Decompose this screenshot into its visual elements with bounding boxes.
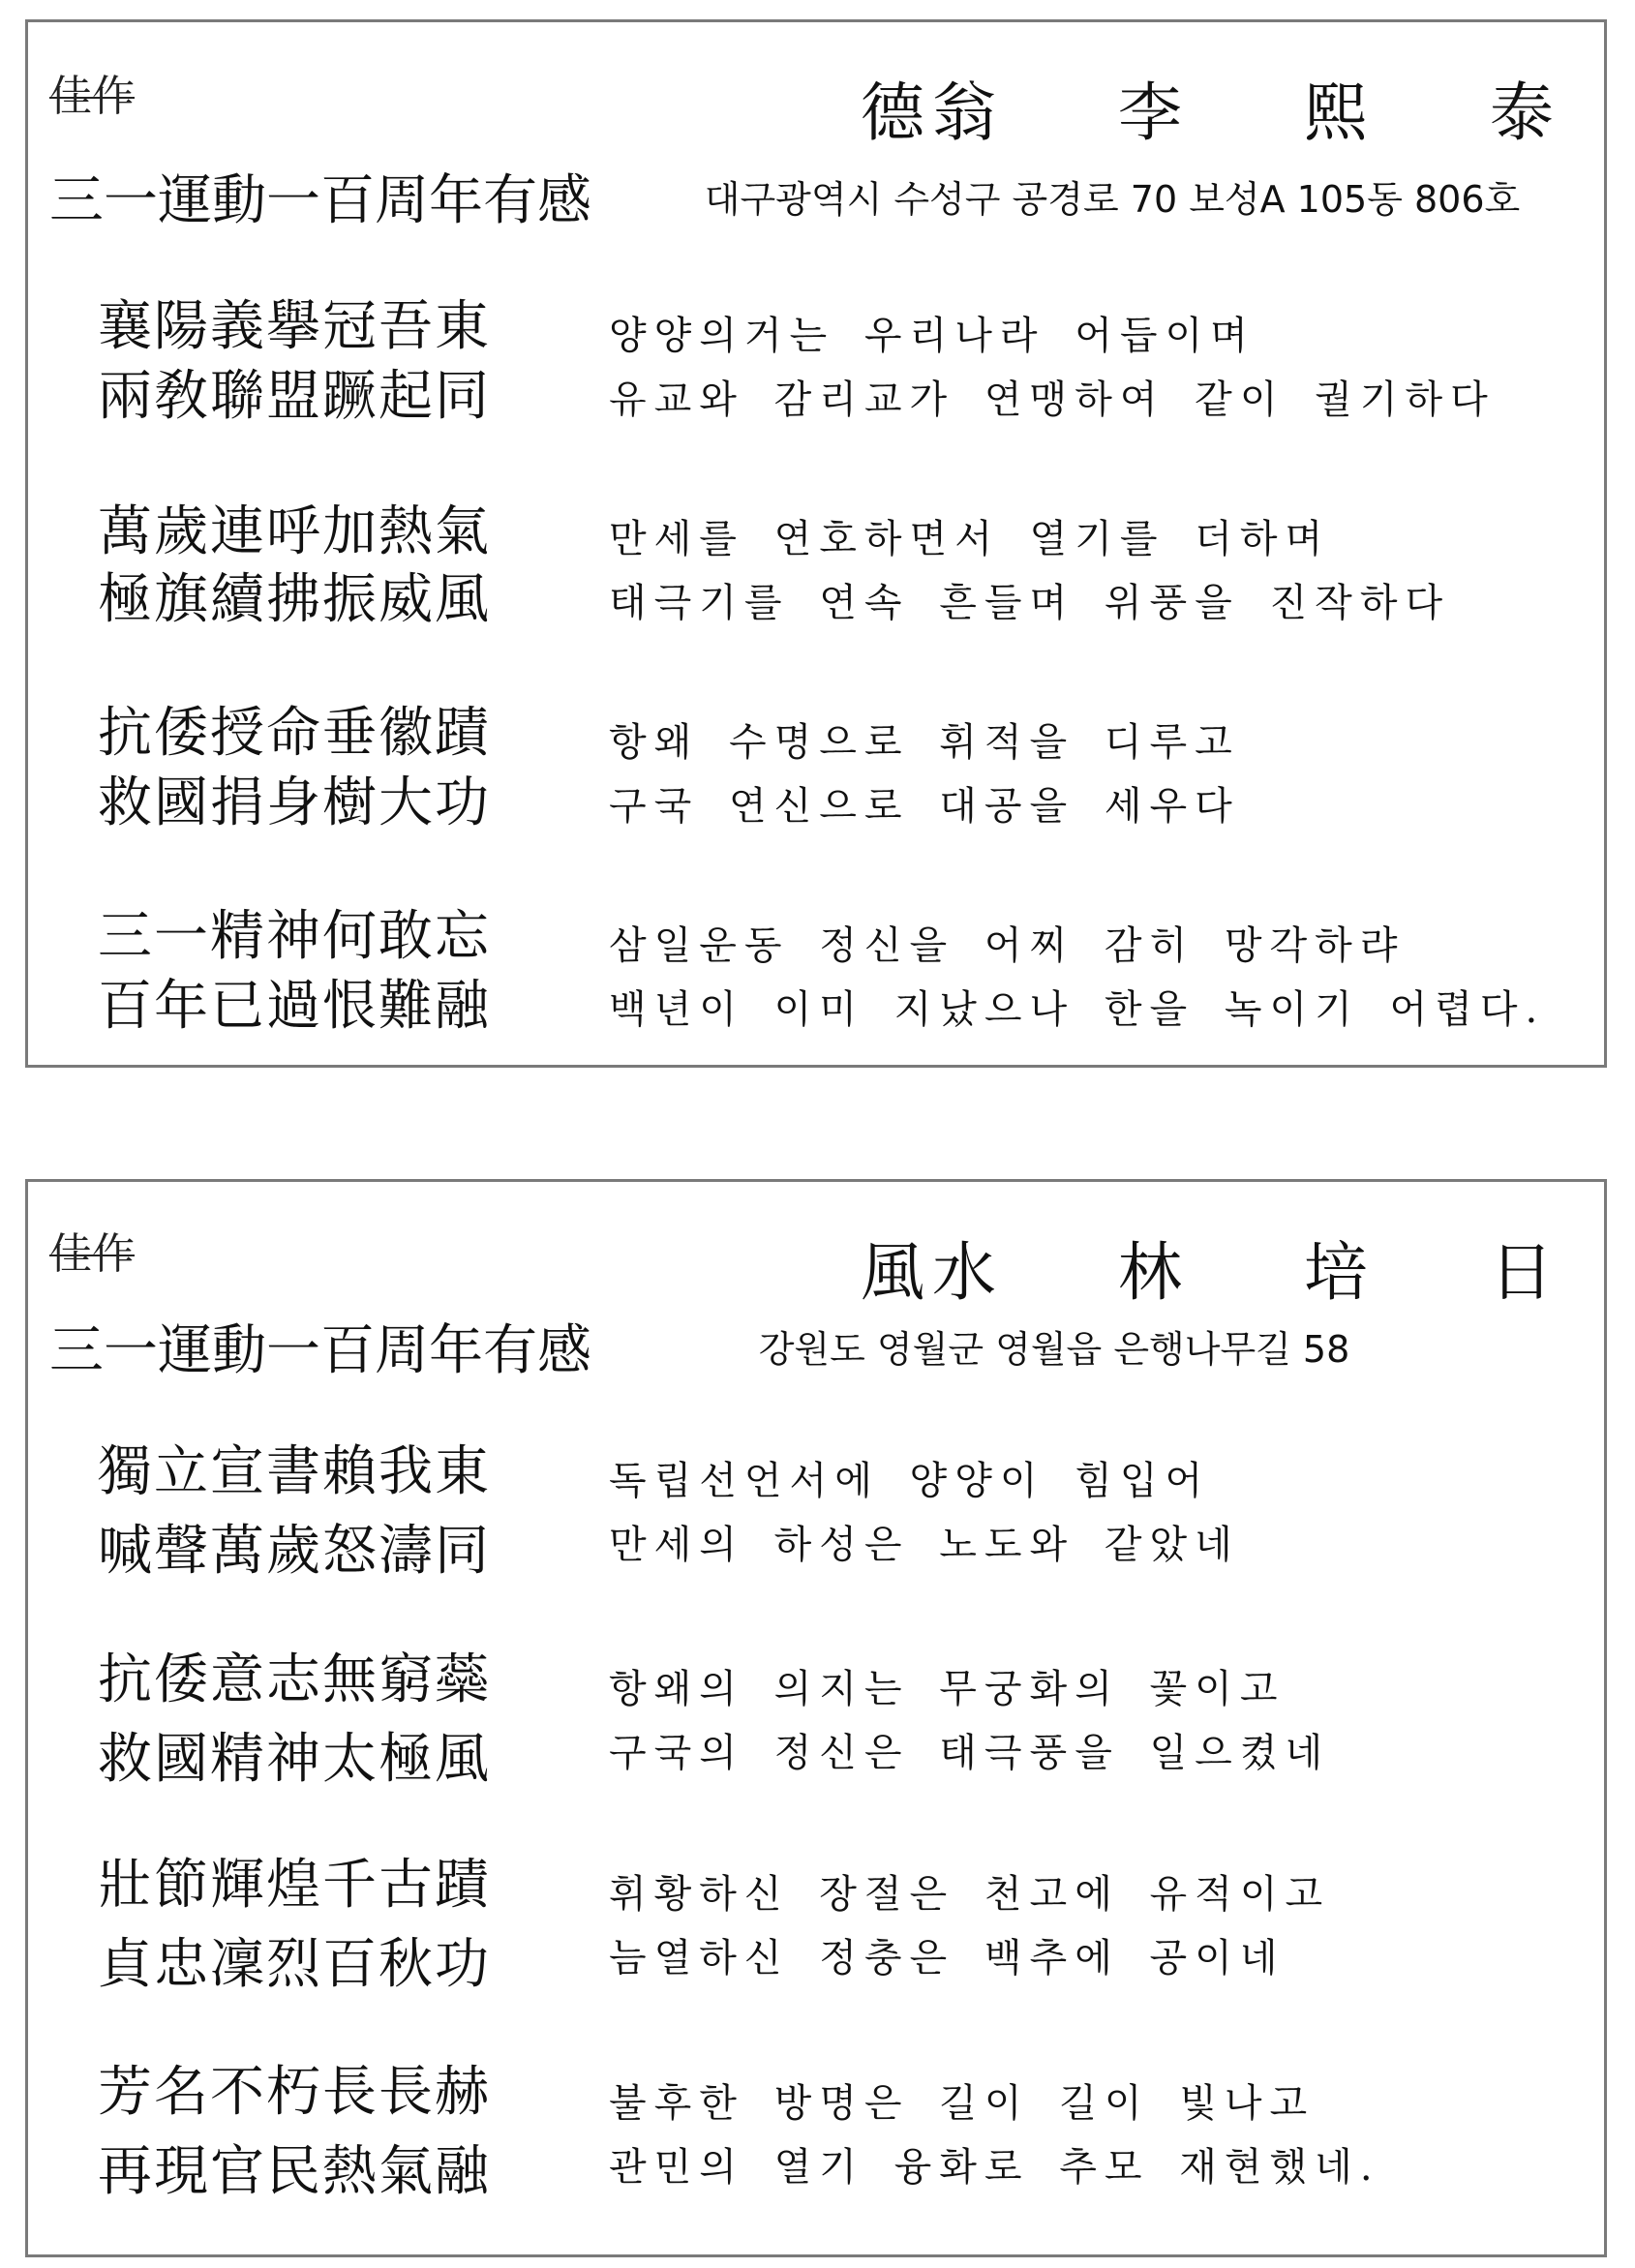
korean-line: 휘황하신 장절은 천고에 유적이고	[609, 1872, 1331, 1917]
korean-line: 항왜 수명으로 휘적을 디루고	[609, 720, 1240, 765]
hanja-line: 救國精神太極風	[98, 1728, 491, 1791]
hanja-line: 抗倭意志無窮蘂	[98, 1648, 491, 1711]
poem-card	[25, 19, 1607, 1068]
korean-line: 불후한 방명은 길이 길이 빛나고	[609, 2081, 1316, 2126]
hanja-line: 抗倭授命垂徽蹟	[98, 702, 491, 765]
korean-line: 구국 연신으로 대공을 세우다	[609, 784, 1240, 829]
author-address: 강원도 영월군 영월읍 은행나무길 58	[758, 1328, 1350, 1371]
hanja-line: 芳名不朽長長赫	[98, 2061, 491, 2124]
hanja-line: 百年已過恨難融	[98, 975, 491, 1038]
author-name: 德翁 李 熙 泰	[861, 76, 1561, 150]
hanja-line: 兩敎聯盟蹶起同	[98, 365, 491, 428]
hanja-line: 襄陽義擧冠吾東	[98, 295, 491, 358]
hanja-line: 萬歲連呼加熱氣	[98, 500, 491, 563]
award-badge: 佳作	[49, 1229, 135, 1279]
author-address: 대구광역시 수성구 공경로 70 보성A 105동 806호	[704, 178, 1521, 221]
korean-line: 유교와 감리교가 연맹하여 같이 궐기하다	[609, 378, 1496, 422]
hanja-line: 三一精神何敢忘	[98, 905, 491, 968]
poem-title: 三一運動一百周年有感	[49, 169, 591, 232]
poem-title: 三一運動一百周年有感	[49, 1319, 591, 1382]
korean-line: 양양의거는 우리나라 어듭이며	[609, 314, 1256, 358]
korean-line: 구국의 정신은 태극풍을 일으켰네	[609, 1731, 1331, 1775]
korean-line: 관민의 열기 융화로 추모 재현했네.	[609, 2145, 1380, 2190]
korean-line: 늠열하신 정충은 백추에 공이네	[609, 1936, 1286, 1981]
korean-line: 백년이 이미 지났으나 한을 녹이기 어렵다.	[609, 987, 1546, 1032]
korean-line: 만세를 연호하면서 열기를 더하며	[609, 517, 1331, 561]
korean-line: 삼일운동 정신을 어찌 감히 망각하랴	[609, 923, 1406, 968]
korean-line: 태극기를 연속 흔들며 위풍을 진작하다	[609, 581, 1451, 625]
hanja-line: 極旗續拂振威風	[98, 568, 491, 631]
author-name: 風水 林 培 日	[861, 1235, 1561, 1310]
korean-line: 만세의 하성은 노도와 같았네	[609, 1523, 1240, 1567]
hanja-line: 獨立宣書賴我東	[98, 1440, 491, 1503]
award-badge: 佳作	[49, 72, 135, 121]
hanja-line: 喊聲萬歲怒濤同	[98, 1520, 491, 1583]
hanja-line: 救國捐身樹大功	[98, 771, 491, 834]
korean-line: 항왜의 의지는 무궁화의 꽃이고	[609, 1667, 1286, 1711]
hanja-line: 貞忠凜烈百秋功	[98, 1933, 491, 1996]
korean-line: 독립선언서에 양양이 힘입어	[609, 1459, 1211, 1503]
poem-card	[25, 1179, 1607, 2257]
hanja-line: 壯節輝煌千古蹟	[98, 1854, 491, 1917]
hanja-line: 再現官民熱氣融	[98, 2140, 491, 2203]
